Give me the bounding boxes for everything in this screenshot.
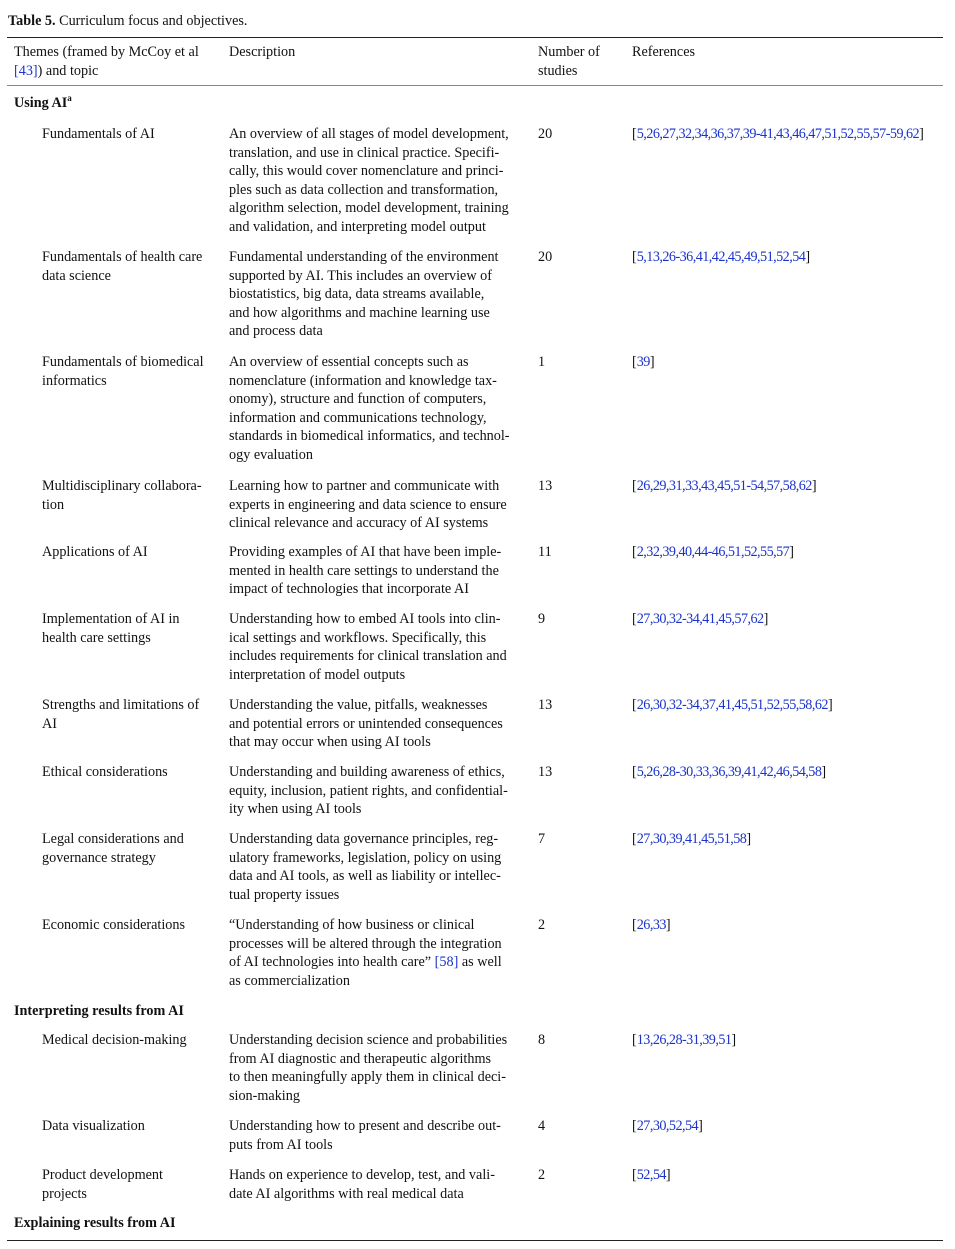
references-cell: [2,32,39,40,44-46,51,52,55,57]	[632, 544, 794, 560]
description-cell	[229, 696, 529, 752]
description-line: nomenclature (information and knowledge tax-	[229, 372, 497, 389]
description-line: date AI algorithms with real medical data	[229, 1185, 464, 1202]
theme-cell	[42, 353, 222, 390]
references-cell: [26,30,32-34,37,41,45,51,52,55,58,62]	[632, 697, 833, 713]
description-cell	[229, 763, 529, 819]
theme-line: informatics	[42, 372, 107, 389]
description-line: information and communications technology,	[229, 409, 487, 426]
references-link[interactable]: 26,30,32-34,37,41,45,51,52,55,58,62	[636, 697, 828, 713]
description-line: Understanding data governance principles, reg-	[229, 831, 499, 847]
theme-line: Data visualization	[42, 1118, 145, 1134]
description-line: includes requirements for clinical translation and	[229, 648, 507, 665]
description-line: tual property issues	[229, 886, 340, 903]
description-line: Understanding and building awareness of ethics,	[229, 764, 505, 780]
count-cell: 11	[538, 544, 552, 560]
table-title: Curriculum focus and objectives.	[59, 13, 248, 29]
description-line: experts in engineering and data science to ensure	[229, 496, 507, 513]
theme-line: Multidisciplinary collabora-	[42, 478, 202, 494]
theme-cell	[42, 1031, 222, 1050]
description-line: Understanding how to embed AI tools into clin-	[229, 611, 501, 627]
description-line: Learning how to partner and communicate with	[229, 478, 500, 494]
references-link[interactable]: 13,26,28-31,39,51	[636, 1032, 732, 1048]
section-heading: Interpreting results from AI	[14, 1003, 184, 1019]
count-cell: 9	[538, 611, 546, 627]
theme-cell	[42, 763, 222, 782]
description-cell	[229, 1166, 529, 1203]
theme-line: Economic considerations	[42, 917, 186, 933]
footnote-marker: a	[67, 93, 72, 103]
description-line: and potential errors or unintended consequences	[229, 715, 503, 732]
theme-line: health care settings	[42, 629, 151, 646]
theme-line: Implementation of AI in	[42, 611, 180, 627]
count-cell: 13	[538, 764, 553, 780]
section-heading: Explaining results from AI	[14, 1215, 176, 1231]
description-cell	[229, 353, 529, 465]
description-line: clinical relevance and accuracy of AI systems	[229, 515, 489, 532]
theme-line: tion	[42, 496, 65, 513]
theme-line: Applications of AI	[42, 544, 148, 560]
theme-line: AI	[42, 715, 57, 732]
table-label: Table 5.	[8, 13, 56, 29]
description-line: processes will be altered through the integration	[229, 935, 502, 952]
theme-cell	[42, 696, 222, 733]
description-line: as commercialization	[229, 972, 350, 989]
description-line: ical settings and workflows. Specifically, this	[229, 629, 487, 646]
theme-line: Legal considerations and	[42, 831, 184, 847]
header-theme-text-end: ) and topic	[37, 62, 99, 79]
theme-line: Product development	[42, 1167, 163, 1183]
count-cell: 1	[538, 354, 546, 370]
description-line: An overview of all stages of model development,	[229, 126, 509, 142]
theme-cell	[42, 248, 222, 285]
description-cell	[229, 543, 529, 599]
description-cell	[229, 125, 529, 237]
references-link[interactable]: 2,32,39,40,44-46,51,52,55,57	[636, 544, 790, 560]
theme-cell	[42, 125, 222, 144]
description-line: supported by AI. This includes an overview of	[229, 267, 492, 284]
description-line: Understanding the value, pitfalls, weaknesses	[229, 697, 488, 713]
theme-cell	[42, 830, 222, 867]
description-cell	[229, 1117, 529, 1154]
theme-line: Fundamentals of health care	[42, 249, 203, 265]
description-line: to then meaningfully apply them in clinical deci-	[229, 1069, 506, 1086]
description-line: equity, inclusion, patient rights, and confidential-	[229, 782, 508, 799]
references-cell: [5,26,28-30,33,36,39,41,42,46,54,58]	[632, 764, 827, 780]
references-link[interactable]: 27,30,39,41,45,51,58	[636, 831, 747, 847]
references-cell: [27,30,52,54]	[632, 1118, 703, 1134]
theme-cell	[42, 916, 222, 935]
count-cell: 2	[538, 1167, 546, 1183]
description-line: puts from AI tools	[229, 1136, 333, 1153]
references-cell: [27,30,39,41,45,51,58]	[632, 831, 752, 847]
description-line: ogy evaluation	[229, 446, 313, 463]
references-cell: [13,26,28-31,39,51]	[632, 1032, 737, 1048]
description-line: that may occur when using AI tools	[229, 734, 431, 751]
references-link[interactable]: 27,30,32-34,41,45,57,62	[636, 611, 764, 627]
references-link[interactable]: 52,54	[636, 1167, 666, 1183]
description-line: data and AI tools, as well as liability or intellec-	[229, 868, 501, 885]
references-cell: [27,30,32-34,41,45,57,62]	[632, 611, 769, 627]
description-line: from AI diagnostic and therapeutic algorithms	[229, 1050, 492, 1067]
references-link[interactable]: 5,26,28-30,33,36,39,41,42,46,54,58	[636, 764, 822, 780]
references-link[interactable]: 5,26,27,32,34,36,37,39-41,43,46,47,51,52,55,57-59,62	[636, 126, 920, 142]
references-cell: [52,54]	[632, 1167, 671, 1183]
theme-line: data science	[42, 267, 111, 284]
description-line: “Understanding of how business or clinical	[229, 917, 475, 933]
header-number: Number of studies	[538, 44, 600, 79]
theme-line: Ethical considerations	[42, 764, 168, 780]
description-line: ples such as data collection and transformation,	[229, 181, 499, 198]
references-link[interactable]: 26,33	[636, 917, 666, 933]
description-line: and validation, and interpreting model output	[229, 218, 486, 235]
header-description: Description	[229, 44, 296, 60]
count-cell: 8	[538, 1032, 546, 1048]
description-line: sion-making	[229, 1087, 300, 1104]
theme-cell	[42, 543, 222, 562]
references-cell: [5,26,27,32,34,36,37,39-41,43,46,47,51,52,55,57-59,62]	[632, 126, 924, 142]
references-cell: [26,33]	[632, 917, 671, 933]
references-cell: [39]	[632, 354, 655, 370]
bottom-rule	[7, 1240, 943, 1241]
count-cell: 7	[538, 831, 546, 847]
top-rule	[7, 37, 943, 38]
count-cell: 2	[538, 917, 546, 933]
header-theme-ref-link[interactable]: [43]	[14, 62, 38, 79]
description-line: impact of technologies that incorporate AI	[229, 581, 469, 598]
description-line: ity when using AI tools	[229, 801, 362, 818]
references-link[interactable]: 5,13,26-36,41,42,45,49,51,52,54	[636, 249, 806, 265]
description-line: algorithm selection, model development, training	[229, 200, 509, 217]
description-line: biostatistics, big data, data streams available,	[229, 286, 485, 303]
count-cell: 13	[538, 478, 553, 494]
theme-line: Fundamentals of biomedical	[42, 354, 204, 370]
count-cell: 20	[538, 249, 553, 265]
theme-line: Strengths and limitations of	[42, 697, 200, 713]
description-line: cally, this would cover nomenclature and princi-	[229, 163, 504, 180]
header-references: References	[632, 44, 696, 60]
theme-cell	[42, 1117, 222, 1136]
theme-line: projects	[42, 1185, 87, 1202]
header-theme-text: Themes (framed by McCoy et al	[14, 44, 199, 60]
header-theme	[14, 43, 224, 80]
description-line: standards in biomedical informatics, and technol-	[229, 428, 510, 445]
description-line: Hands on experience to develop, test, and vali-	[229, 1167, 495, 1183]
description-line: and how algorithms and machine learning use	[229, 304, 490, 321]
references-link[interactable]: 39	[636, 354, 650, 370]
theme-line: Fundamentals of AI	[42, 126, 155, 142]
description-line: Fundamental understanding of the environment	[229, 249, 499, 265]
citation-link[interactable]: [58]	[434, 954, 459, 971]
description-line: ulatory frameworks, legislation, policy on using	[229, 849, 502, 866]
section-heading: Using $AI^a$	[14, 93, 72, 111]
description-line: mented in health care settings to understand the	[229, 562, 499, 579]
description-cell	[229, 477, 529, 533]
description-line: Providing examples of AI that have been imple-	[229, 544, 502, 560]
description-line: onomy), structure and function of computers,	[229, 391, 487, 408]
count-cell: 4	[538, 1118, 546, 1134]
table-caption	[8, 12, 247, 31]
description-cell	[229, 610, 529, 684]
description-line: An overview of essential concepts such as	[229, 354, 469, 370]
references-cell: [26,29,31,33,43,45,51-54,57,58,62]	[632, 478, 817, 494]
description-line: translation, and use in clinical practice. Specifi-	[229, 144, 500, 161]
header-rule	[7, 85, 943, 86]
description-line: of AI technologies into health care” [58] as well	[229, 954, 502, 971]
count-cell: 20	[538, 126, 553, 142]
references-link[interactable]: 27,30,52,54	[636, 1118, 699, 1134]
description-cell	[229, 830, 529, 904]
theme-line: Medical decision-making	[42, 1032, 187, 1048]
theme-cell	[42, 610, 222, 647]
references-link[interactable]: 26,29,31,33,43,45,51-54,57,58,62	[636, 478, 812, 494]
theme-cell	[42, 1166, 222, 1203]
description-cell	[229, 1031, 529, 1105]
description-line: and process data	[229, 323, 323, 340]
description-cell	[229, 916, 529, 990]
description-line: Understanding how to present and describe out-	[229, 1118, 501, 1134]
description-line: interpretation of model outputs	[229, 666, 406, 683]
references-cell: [5,13,26-36,41,42,45,49,51,52,54]	[632, 249, 811, 265]
theme-cell	[42, 477, 222, 514]
count-cell: 13	[538, 697, 553, 713]
description-cell	[229, 248, 529, 341]
description-line: Understanding decision science and probabilities	[229, 1032, 508, 1048]
theme-line: governance strategy	[42, 849, 156, 866]
